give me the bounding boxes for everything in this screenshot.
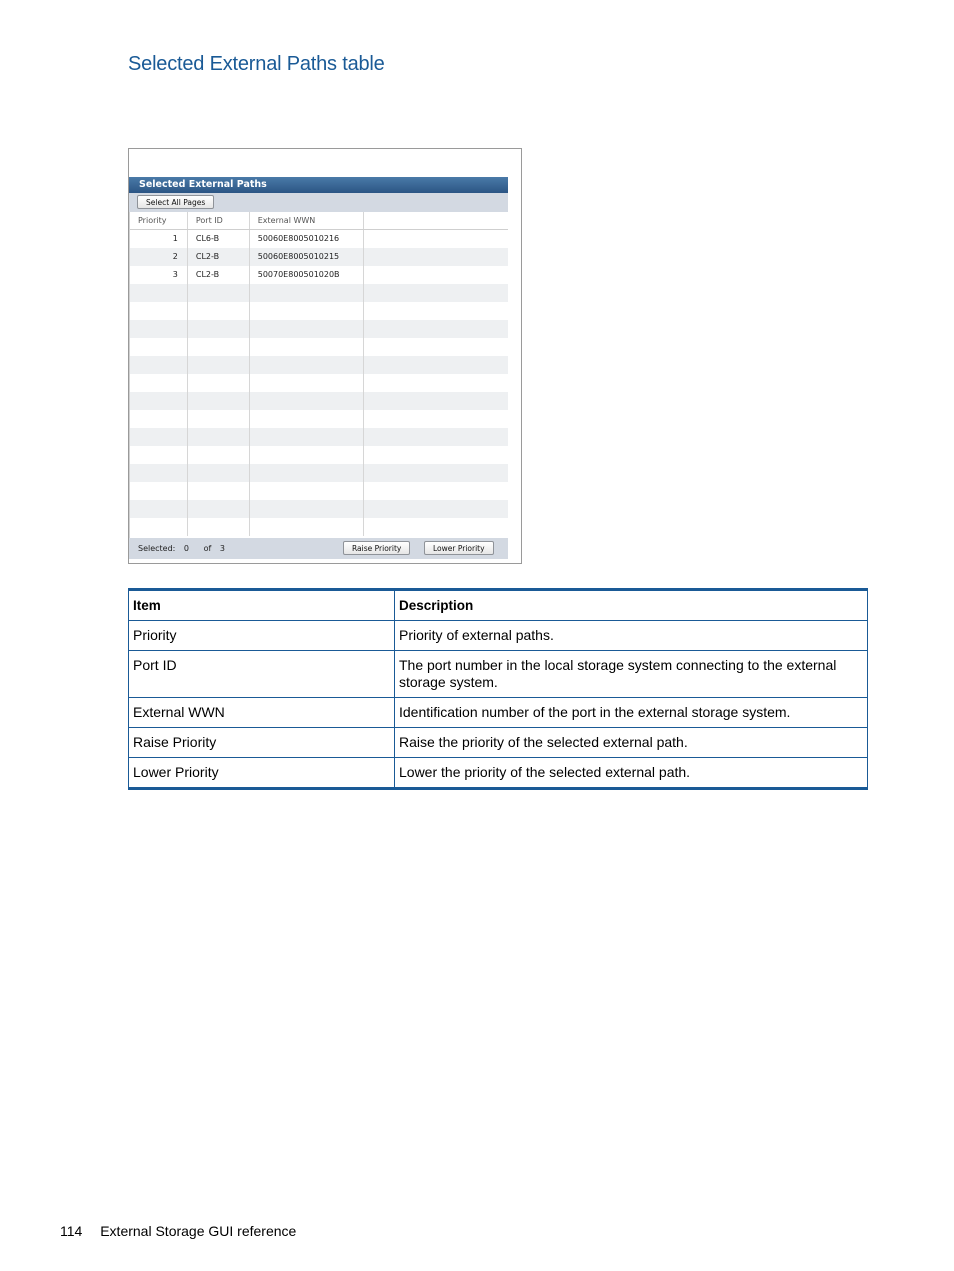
empty-cell	[250, 338, 365, 356]
panel-title: Selected External Paths	[129, 177, 508, 193]
empty-cell	[250, 446, 365, 464]
empty-cell	[250, 518, 365, 536]
empty-cell	[130, 302, 188, 320]
empty-cell	[250, 410, 365, 428]
paths-grid	[129, 212, 508, 538]
item-cell: Priority	[129, 621, 395, 651]
empty-row	[130, 356, 508, 374]
empty-cell	[364, 446, 508, 464]
empty-cell	[188, 320, 250, 338]
empty-cell	[364, 482, 508, 500]
description-cell: Raise the priority of the selected external path.	[395, 728, 868, 758]
empty-rows	[130, 284, 508, 536]
empty-cell	[188, 500, 250, 518]
page-number: 114	[60, 1223, 83, 1239]
section-heading: Selected External Paths table	[128, 53, 385, 75]
empty-cell	[188, 284, 250, 302]
empty-cell	[250, 500, 365, 518]
description-table	[128, 588, 868, 790]
column-header-external-wwn[interactable]: External WWN	[250, 212, 365, 229]
empty-row	[130, 284, 508, 302]
screenshot-frame	[128, 148, 522, 564]
empty-cell	[250, 374, 365, 392]
table-row[interactable]	[130, 248, 508, 266]
empty-cell	[130, 356, 188, 374]
grid-header	[130, 212, 508, 230]
empty-cell	[250, 482, 365, 500]
empty-cell	[364, 374, 508, 392]
empty-cell	[188, 518, 250, 536]
empty-cell	[188, 374, 250, 392]
priority-cell: 3	[130, 266, 188, 284]
empty-cell	[364, 464, 508, 482]
column-header-blank	[364, 212, 508, 229]
description-cell: Lower the priority of the selected external path.	[395, 758, 868, 789]
table-row[interactable]	[130, 266, 508, 284]
empty-cell	[130, 446, 188, 464]
selection-status	[138, 538, 225, 559]
empty-row	[130, 338, 508, 356]
empty-cell	[130, 500, 188, 518]
empty-cell	[364, 500, 508, 518]
empty-row	[130, 320, 508, 338]
panel-footer	[129, 538, 508, 559]
empty-row	[130, 500, 508, 518]
empty-cell	[250, 284, 365, 302]
empty-cell	[250, 302, 365, 320]
footer-section-title: External Storage GUI reference	[100, 1223, 297, 1239]
wwn-cell: 50060E8005010216	[250, 230, 365, 248]
empty-cell	[364, 410, 508, 428]
item-cell: Lower Priority	[129, 758, 395, 789]
empty-cell	[364, 518, 508, 536]
empty-row	[130, 302, 508, 320]
table-row	[129, 651, 868, 698]
empty-cell	[130, 410, 188, 428]
empty-cell	[188, 338, 250, 356]
description-cell: The port number in the local storage system connecting to the external storage system.	[395, 651, 868, 698]
empty-cell	[130, 482, 188, 500]
empty-cell	[250, 392, 365, 410]
empty-row	[130, 482, 508, 500]
table-row	[129, 758, 868, 789]
table-row	[129, 698, 868, 728]
table-row[interactable]	[130, 230, 508, 248]
empty-cell	[130, 464, 188, 482]
empty-cell	[130, 392, 188, 410]
table-row	[129, 621, 868, 651]
empty-cell	[188, 410, 250, 428]
empty-row	[130, 446, 508, 464]
empty-cell	[250, 356, 365, 374]
column-header-priority[interactable]: Priority	[130, 212, 188, 229]
empty-cell	[364, 284, 508, 302]
empty-row	[130, 464, 508, 482]
empty-row	[130, 518, 508, 536]
empty-cell	[364, 428, 508, 446]
column-header-port-id[interactable]: Port ID	[188, 212, 250, 229]
empty-cell	[130, 374, 188, 392]
empty-cell	[130, 518, 188, 536]
empty-row	[130, 374, 508, 392]
empty-cell	[188, 392, 250, 410]
empty-cell	[130, 320, 188, 338]
selected-label: Selected:	[138, 544, 176, 553]
page-footer	[60, 1223, 296, 1239]
description-header: Description	[395, 590, 868, 621]
selected-count: 0	[183, 544, 190, 553]
of-label: of	[203, 544, 212, 553]
empty-cell	[364, 392, 508, 410]
empty-cell	[188, 482, 250, 500]
item-cell: Port ID	[129, 651, 395, 698]
panel-toolbar	[129, 193, 508, 212]
empty-cell	[188, 446, 250, 464]
raise-priority-button[interactable]: Raise Priority	[343, 541, 410, 555]
empty-cell	[364, 320, 508, 338]
empty-cell	[130, 338, 188, 356]
selected-external-paths-panel	[129, 177, 508, 559]
empty-cell	[250, 464, 365, 482]
empty-cell	[130, 284, 188, 302]
empty-row	[130, 392, 508, 410]
wwn-cell: 50060E8005010215	[250, 248, 365, 266]
port-id-cell: CL2-B	[188, 266, 250, 284]
empty-cell	[250, 428, 365, 446]
blank-cell	[364, 230, 508, 248]
total-count: 3	[219, 544, 225, 553]
description-cell: Identification number of the port in the external storage system.	[395, 698, 868, 728]
blank-cell	[364, 248, 508, 266]
priority-cell: 1	[130, 230, 188, 248]
item-cell: Raise Priority	[129, 728, 395, 758]
empty-cell	[188, 302, 250, 320]
item-header: Item	[129, 590, 395, 621]
port-id-cell: CL2-B	[188, 248, 250, 266]
priority-cell: 2	[130, 248, 188, 266]
blank-cell	[364, 266, 508, 284]
empty-row	[130, 410, 508, 428]
lower-priority-button[interactable]: Lower Priority	[424, 541, 494, 555]
empty-cell	[130, 428, 188, 446]
description-cell: Priority of external paths.	[395, 621, 868, 651]
empty-cell	[250, 320, 365, 338]
empty-cell	[188, 464, 250, 482]
empty-cell	[188, 428, 250, 446]
empty-row	[130, 428, 508, 446]
empty-cell	[188, 356, 250, 374]
table-row	[129, 728, 868, 758]
table-header-row	[129, 590, 868, 621]
empty-cell	[364, 338, 508, 356]
port-id-cell: CL6-B	[188, 230, 250, 248]
item-cell: External WWN	[129, 698, 395, 728]
empty-cell	[364, 356, 508, 374]
select-all-pages-button[interactable]: Select All Pages	[137, 195, 214, 209]
wwn-cell: 50070E800501020B	[250, 266, 365, 284]
empty-cell	[364, 302, 508, 320]
